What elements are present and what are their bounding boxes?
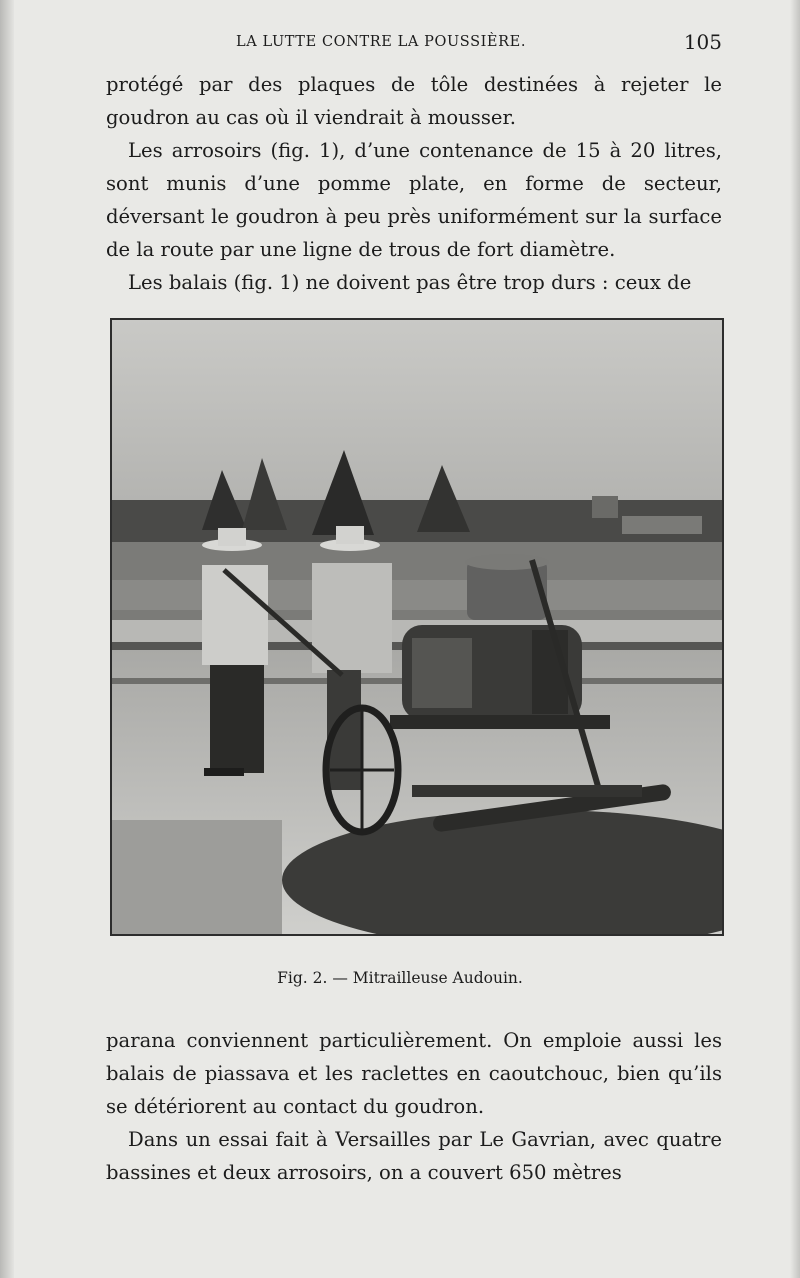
- running-title: LA LUTTE CONTRE LA POUSSIÈRE.: [236, 34, 527, 50]
- paragraph: Dans un essai fait à Versailles par Le Gavrian, avec quatre bassines et deux arrosoirs, on a couvert 650 mètres: [106, 1128, 722, 1184]
- page-number: 105: [683, 30, 722, 54]
- figure-caption: Fig. 2. — Mitrailleuse Audouin.: [277, 969, 523, 987]
- text-block-bottom: [106, 1024, 722, 1189]
- paragraph: Les balais (fig. 1) ne doivent pas être trop durs : ceux de: [128, 271, 692, 294]
- running-head: [108, 32, 722, 56]
- text-block-top: [106, 68, 722, 299]
- paragraph: parana conviennent particulièrement. On emploie aussi les balais de piassava et les raclettes en caoutchouc, bien qu’ils se détériorent au contact du goudron.: [106, 1029, 722, 1118]
- paragraph: Les arrosoirs (fig. 1), d’une contenance de 15 à 20 litres, sont munis d’une pomme plate, en forme de secteur, déversant le goudron à peu près uniformément sur la surface de la route par une ligne de trous de fort diamètre.: [106, 139, 722, 261]
- page-edge-left: [0, 0, 14, 1278]
- paragraph: protégé par des plaques de tôle destinées à rejeter le goudron au cas où il viendrait à mousser.: [106, 73, 722, 129]
- photo-illustration: [112, 320, 722, 934]
- page-edge-right: [790, 0, 800, 1278]
- photo-figure: [110, 318, 724, 936]
